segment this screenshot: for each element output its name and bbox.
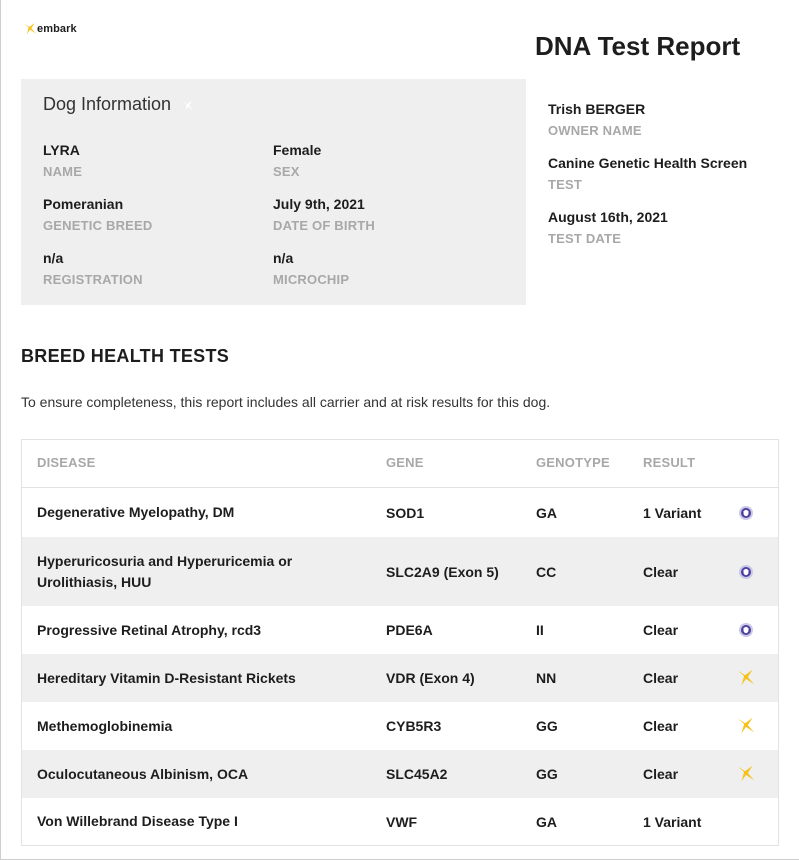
genotype-cell: NN	[536, 670, 557, 686]
owner-name-field	[548, 98, 788, 142]
date-of-birth-label: DATE OF BIRTH	[273, 218, 376, 233]
test-date-field	[548, 206, 788, 250]
disease-cell: Hyperuricosuria and Hyperuricemia or Urolithiasis, HUU	[37, 552, 293, 590]
embark-star-icon	[734, 667, 758, 689]
result-cell: Clear	[643, 563, 679, 580]
sparkle-icon	[181, 99, 195, 113]
row-icon-cell	[734, 606, 758, 654]
shield-icon	[738, 622, 754, 638]
genotype-cell: GA	[536, 813, 557, 830]
dog-information-title-text: Dog Information	[43, 94, 172, 114]
date-of-birth-field	[273, 193, 375, 237]
breed-health-title: BREED HEALTH TESTS	[21, 346, 230, 366]
embark-star-icon	[734, 763, 758, 785]
registration-value: n/a	[43, 250, 64, 266]
row-icon-cell	[734, 750, 758, 798]
table-row	[22, 750, 778, 798]
genetic-breed-value: Pomeranian	[43, 196, 124, 212]
shield-icon	[738, 564, 754, 580]
genotype-cell: II	[536, 622, 544, 638]
row-icon-cell	[734, 702, 758, 750]
column-genotype: GENOTYPE	[536, 455, 610, 470]
breed-health-note: To ensure completeness, this report includes all carrier and at risk results for this dog.	[21, 394, 551, 410]
table-row	[22, 702, 778, 750]
dog-name-field	[43, 139, 82, 183]
microchip-value: n/a	[273, 250, 294, 266]
column-disease: DISEASE	[37, 455, 96, 470]
row-icon-cell	[734, 537, 758, 606]
table-row	[22, 537, 778, 606]
column-result: RESULT	[643, 455, 696, 470]
genotype-cell: CC	[536, 563, 557, 580]
row-icon-cell	[734, 654, 758, 702]
dog-name-value: LYRA	[43, 142, 80, 158]
embark-star-icon	[734, 715, 758, 737]
dog-information-panel	[21, 79, 526, 305]
result-cell: Clear	[643, 718, 679, 734]
result-cell: Clear	[643, 766, 679, 782]
genotype-cell: GA	[536, 504, 557, 521]
result-cell: Clear	[643, 622, 679, 638]
test-date-value: August 16th, 2021	[548, 209, 668, 225]
table-row	[22, 606, 778, 654]
genetic-breed-field	[43, 193, 153, 237]
gene-cell: SLC2A9 (Exon 5)	[386, 563, 499, 580]
disease-cell: Von Willebrand Disease Type I	[37, 813, 238, 829]
test-label: TEST	[548, 177, 583, 192]
table-row	[22, 488, 778, 537]
disease-cell: Hereditary Vitamin D-Resistant Rickets	[37, 669, 296, 686]
owner-name-label: OWNER NAME	[548, 123, 642, 138]
dog-sex-field	[273, 139, 321, 183]
registration-label: REGISTRATION	[43, 272, 143, 287]
table-row	[22, 654, 778, 702]
gene-cell: VWF	[386, 813, 418, 830]
result-cell: 1 Variant	[643, 813, 702, 830]
embark-logo	[22, 21, 77, 37]
table-header	[22, 440, 778, 488]
column-gene: GENE	[386, 455, 424, 470]
date-of-birth-value: July 9th, 2021	[273, 196, 365, 212]
disease-cell: Progressive Retinal Atrophy, rcd3	[37, 621, 262, 638]
test-date-label: TEST DATE	[548, 231, 622, 246]
dog-sex-value: Female	[273, 142, 322, 158]
logo-text: embark	[37, 23, 77, 35]
gene-cell: CYB5R3	[386, 718, 442, 734]
embark-star-icon	[22, 21, 38, 37]
gene-cell: SLC45A2	[386, 766, 448, 782]
shield-icon	[738, 505, 754, 521]
gene-cell: PDE6A	[386, 622, 433, 638]
breed-health-table	[21, 439, 779, 846]
dog-name-label: NAME	[43, 164, 83, 179]
dog-information-title	[43, 94, 195, 115]
page-left-border	[0, 0, 1, 860]
gene-cell: VDR (Exon 4)	[386, 670, 475, 686]
gene-cell: SOD1	[386, 504, 425, 521]
disease-cell: Oculocutaneous Albinism, OCA	[37, 765, 249, 782]
genotype-cell: GG	[536, 718, 558, 734]
disease-cell: Methemoglobinemia	[37, 717, 173, 734]
result-cell: 1 Variant	[643, 504, 702, 521]
table-row	[22, 798, 778, 845]
result-cell: Clear	[643, 670, 679, 686]
genetic-breed-label: GENETIC BREED	[43, 218, 153, 233]
microchip-field	[273, 247, 349, 291]
report-title: DNA Test Report	[535, 31, 741, 61]
row-icon-cell	[734, 488, 758, 537]
disease-cell: Degenerative Myelopathy, DM	[37, 504, 235, 520]
test-field	[548, 152, 788, 196]
dog-sex-label: SEX	[273, 164, 300, 179]
registration-field	[43, 247, 143, 291]
microchip-label: MICROCHIP	[273, 272, 350, 287]
genotype-cell: GG	[536, 766, 558, 782]
owner-name-value: Trish BERGER	[548, 101, 646, 117]
test-value: Canine Genetic Health Screen	[548, 155, 748, 171]
